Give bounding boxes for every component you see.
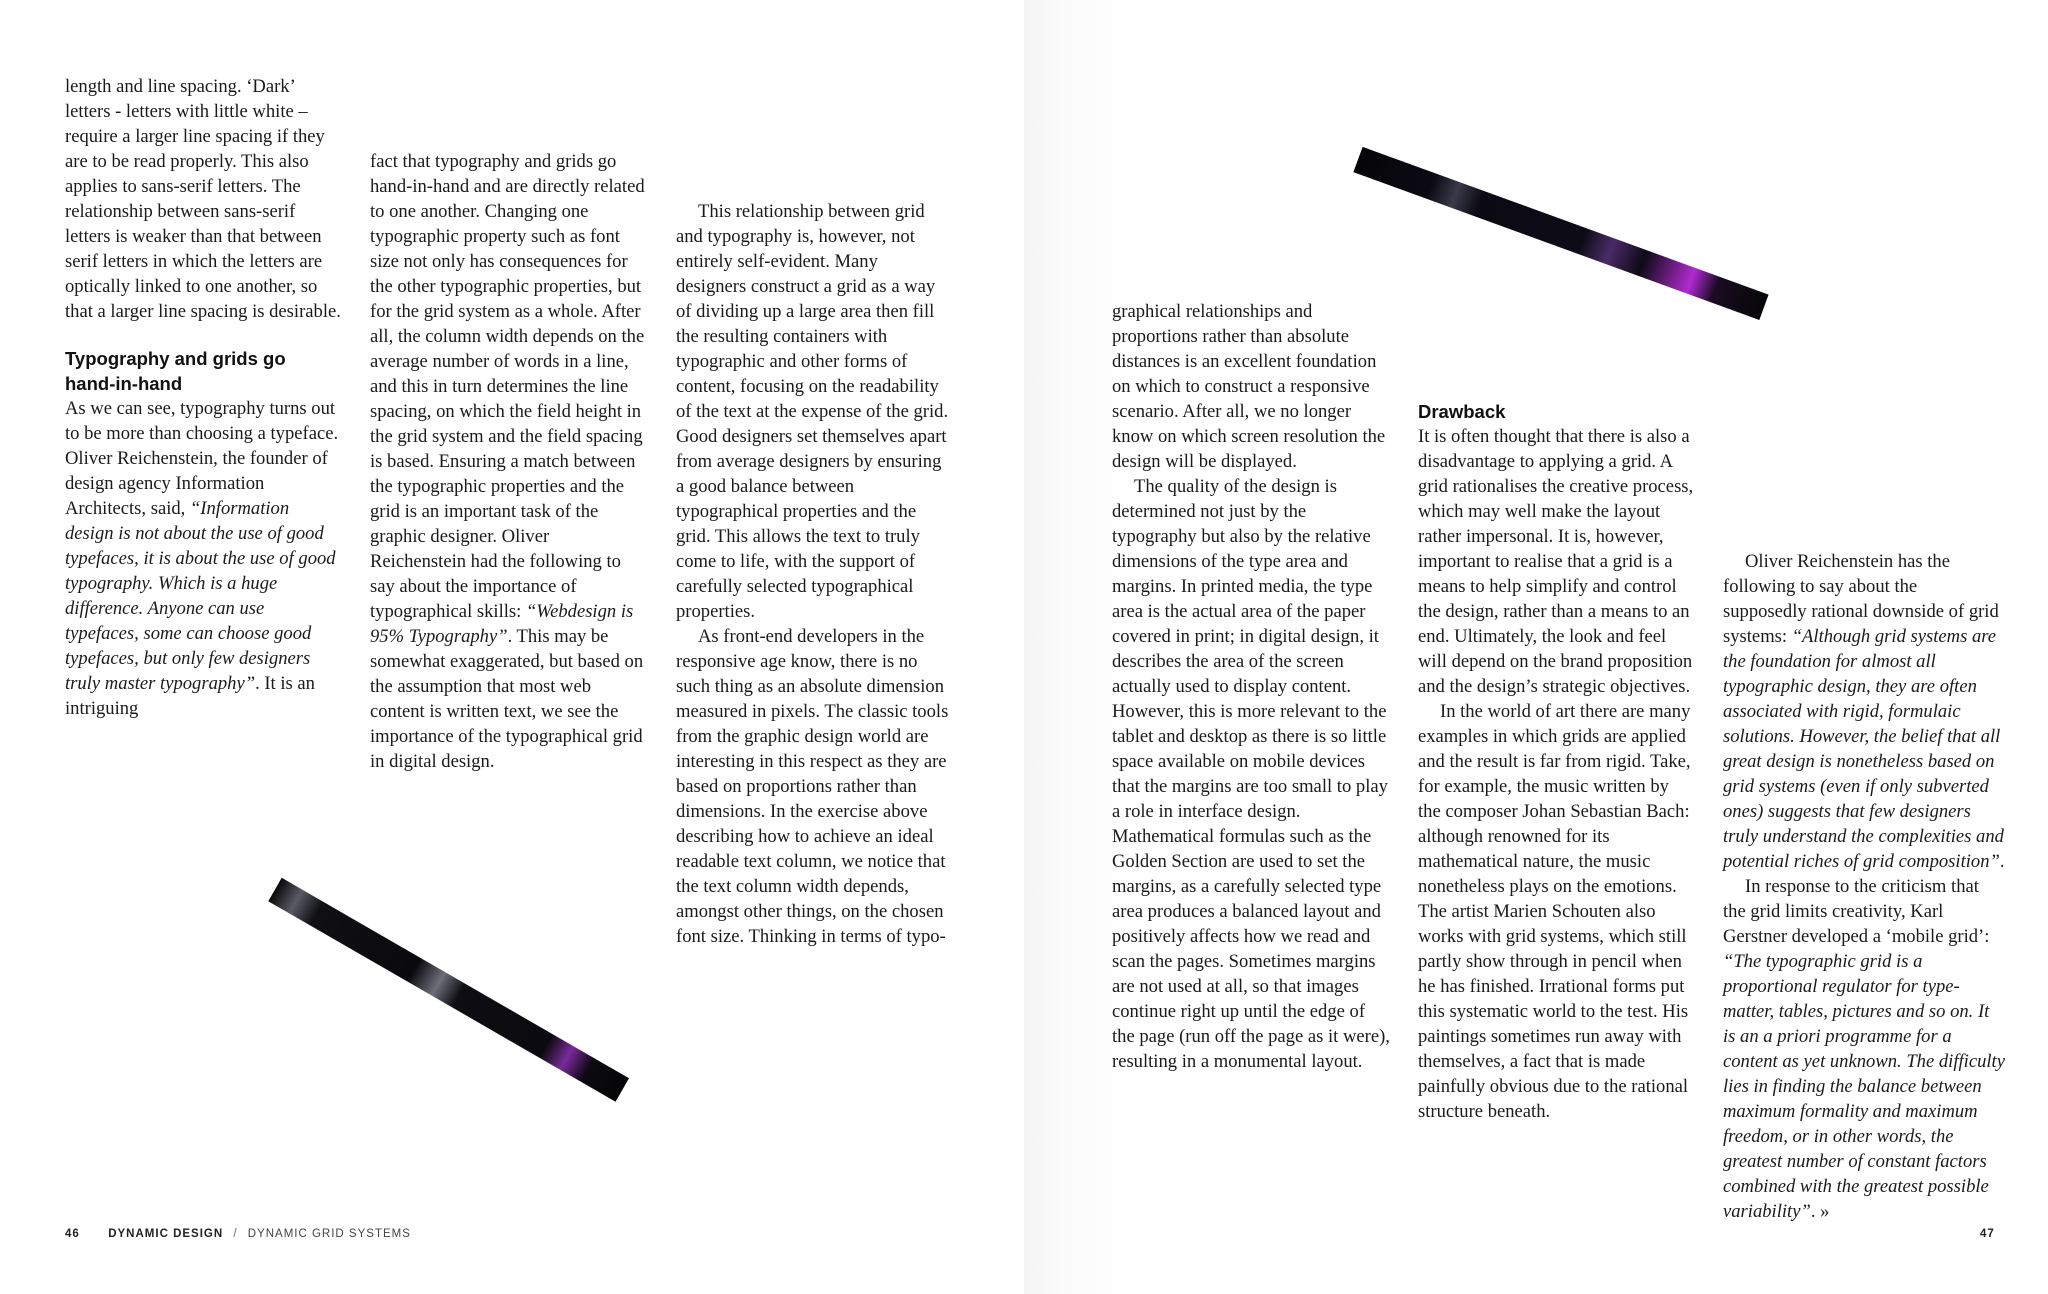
text-column-3 (676, 199, 952, 949)
paragraph: As front-end developers in the responsive age know, there is no such thing as an absolute dimension measured in pixels. The classic tools from the graphic design world are interesting in this respect as they are based on proportions rather than dimensions. In the exercise above describing how to achieve an ideal readable text column, we notice that the text column width depends, amongst other things, on the chosen font size. Thinking in terms of typo- (676, 626, 949, 947)
paragraph: In the world of art there are many examples in which grids are applied and the result is far from rigid. Take, for example, the music written by the composer Johan Sebastian Bach: although renowned for its mathematical nature, the music nonetheless plays on the emotions. The artist Marien Schouten also works with grid systems, which still partly show through in pencil when he has finished. Irrational forms put this systematic world to the test. His paintings sometimes run away with themselves, a fact that is made painfully obvious due to the rational structure beneath. (1418, 701, 1691, 1122)
paragraph: graphical relationships and proportions rather than absolute distances is an excellent foundation on which to construct a responsive scenario. After all, we no longer know on which screen resolution the design will be displayed. (1112, 301, 1386, 472)
text-column-6 (1723, 549, 2005, 1224)
quote: “Webdesign is 95% Typography” (370, 601, 634, 647)
text-column-4 (1112, 299, 1390, 1074)
quote: “Information design is not about the use of good typefaces, it is about the use of good typography. Which is a huge difference. Anyone can use typefaces, some can choose good typefaces, but only few designers truly master typography” (65, 498, 336, 694)
paragraph: The quality of the design is determined not just by the typography but also by the relative dimensions of the type area and margins. In printed media, the type area is the actual area of the paper covered in print; in digital design, it describes the area of the screen actually used to display content. However, this is more relevant to the tablet and desktop as there is so little space available on mobile devices that the margins are too small to play a role in interface design. Mathematical formulas such as the Golden Section are used to set the margins, as a carefully selected type area produces a balanced layout and positively affects how we read and scan the pages. Sometimes margins are not used at all, so that images continue right up until the edge of the page (run off the page as it were), resulting in a monumental layout. (1112, 476, 1390, 1072)
paragraph: It is often thought that there is also a disadvantage to applying a grid. A grid rationalises the creative process, which may well make the layout rather impersonal. It is, however, important to realise that a grid is a means to help simplify and control the design, rather than a means to an end. Ultimately, the look and feel will depend on the brand proposition and the design’s strategic objectives. (1418, 426, 1694, 697)
paragraph: In response to the criticism that the grid limits creativity, Karl Gerstner developed a ‘mobile grid’: “The typographic grid is a proportional regulator for type-matter, tables, pictures and so on. It is an a priori programme for a content as yet unknown. The difficulty lies in finding the balance between maximum formality and maximum freedom, or in other words, the greatest number of constant factors combined with the greatest possible variability”. » (1723, 876, 2005, 1222)
running-head-section: DYNAMIC DESIGN (108, 1228, 224, 1240)
quote: “Although grid systems are the foundation for almost all typographic design, they are often associated with rigid, formulaic solutions. However, the belief that all great design is nonetheless based on grid systems (even if only subverted ones) suggests that few designers truly understand the complexities and potential riches of grid composition” (1723, 626, 2004, 872)
running-head-separator: / (233, 1228, 238, 1240)
paragraph: This relationship between grid and typography is, however, not entirely self-evident. Many designers construct a grid as a way of dividing up a large area then fill the resulting containers with typographic and other forms of content, focusing on the readability of the text at the expense of the grid. Good designers set themselves apart from average designers by ensuring a good balance between typographical properties and the grid. This allows the text to truly come to life, with the support of carefully selected typographical properties. (676, 201, 949, 622)
section-heading: Typography and grids go hand-in-hand (65, 348, 286, 394)
text-column-2 (370, 149, 646, 774)
page-number: 46 (65, 1228, 80, 1240)
running-head-chapter: DYNAMIC GRID SYSTEMS (247, 1228, 411, 1240)
section-heading: Drawback (1418, 401, 1506, 422)
paragraph: fact that typography and grids go hand-in-hand and are directly related to one another. Changing one typographic property such as font size not only has consequences for the other typographic properties, but for the grid system as a whole. After all, the column width depends on the average number of words in a line, and this in turn determines the line spacing, on which the field height in the grid system and the field spacing is based. Ensuring a match between the typographic properties and the grid is an important task of the graphic designer. Oliver Reichenstein had the following to say about the importance of typographical skills: “Webdesign is 95% Typography”. This may be somewhat exaggerated, but based on the assumption that most web content is written text, we see the importance of the typographical grid in digital design. (370, 151, 645, 772)
page-number: 47 (1980, 1228, 1995, 1240)
paragraph: As we can see, typography turns out to be more than choosing a typeface. Oliver Reichenstein, the founder of design agency Information Architects, said, “Information design is not about the use of good typefaces, it is about the use of good typography. Which is a huge difference. Anyone can use typefaces, some can choose good typefaces, but only few designers truly master typography”. It is an intriguing (65, 398, 339, 719)
text-column-1 (65, 74, 341, 721)
paragraph: length and line spacing. ‘Dark’ letters - letters with little white – require a larger line spacing if they are to be read properly. This also applies to sans-serif letters. The relationship between sans-serif letters is weaker than that between serif letters in which the letters are optically linked to one another, so that a larger line spacing is desirable. (65, 76, 341, 322)
text-column-5 (1418, 399, 1696, 1124)
quote: “The typographic grid is a proportional regulator for type-matter, tables, pictures and so on. It is an a priori programme for a content as yet unknown. The difficulty lies in finding the balance between maximum formality and maximum freedom, or in other words, the greatest number of constant factors combined with the greatest possible variability” (1723, 951, 2005, 1222)
left-folio (65, 1228, 411, 1240)
paragraph: Oliver Reichenstein has the following to say about the supposedly rational downside of grid systems: “Although grid systems are the foundation for almost all typographic design, they are often associated with rigid, formulaic solutions. However, the belief that all great design is nonetheless based on grid systems (even if only subverted ones) suggests that few designers truly understand the complexities and potential riches of grid composition”. (1723, 551, 2005, 872)
right-folio (1980, 1228, 1995, 1240)
